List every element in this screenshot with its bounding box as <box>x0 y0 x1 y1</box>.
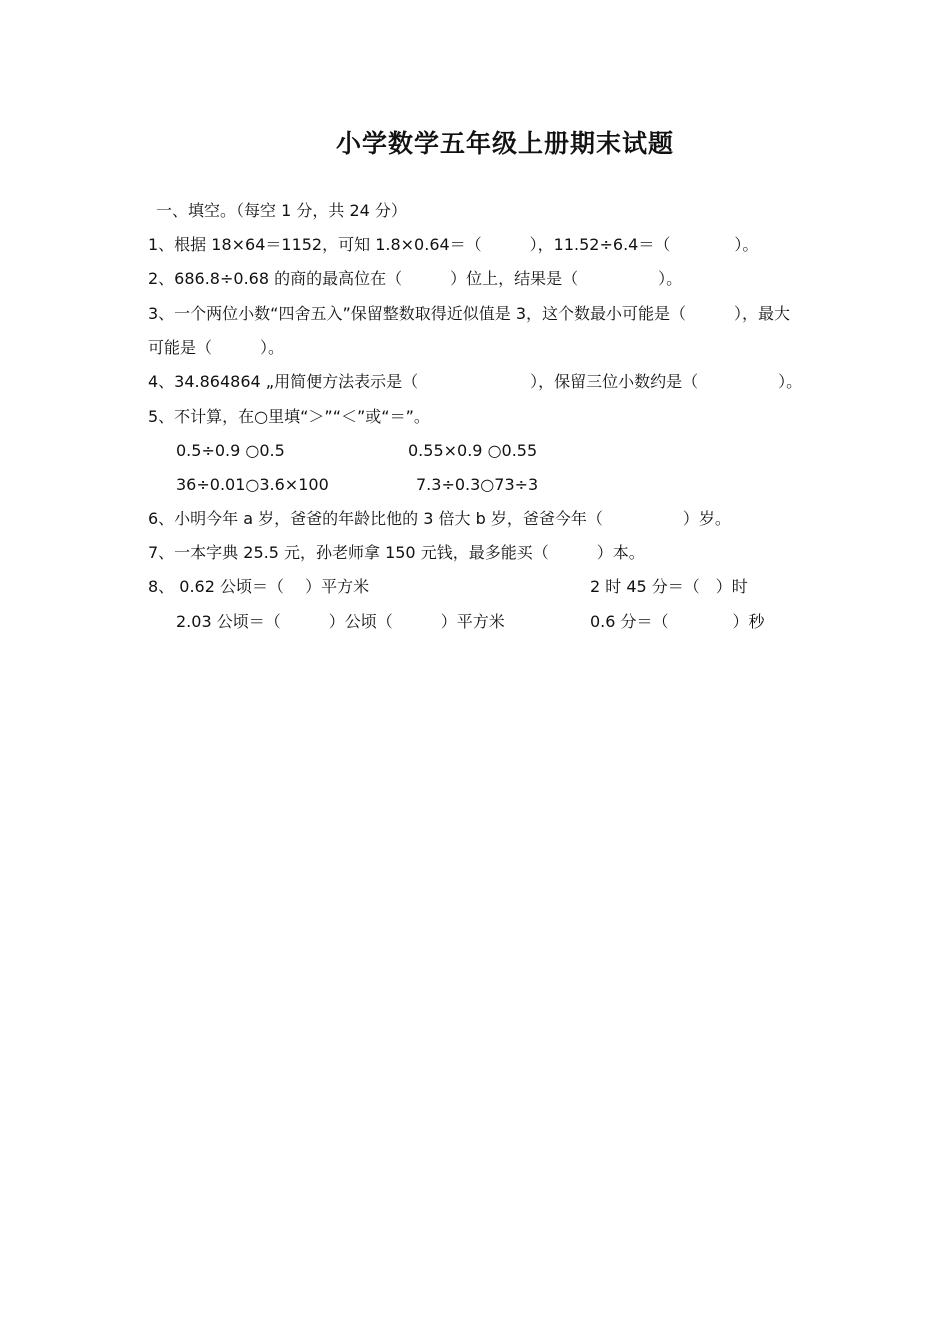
question-8-item: 0.6 分＝（ ）秒 <box>590 612 765 631</box>
comparison-item: 0.55×0.9 ○0.55 <box>408 441 538 460</box>
comparison-item: 7.3÷0.3○73÷3 <box>416 475 539 494</box>
question-4: 4、34.864864 „用简便方法表示是（ ），保留三位小数约是（ ）。 <box>148 372 803 391</box>
question-1: 1、根据 18×64＝1152，可知 1.8×0.64＝（ ），11.52÷6.4＝（ ）。 <box>148 235 759 254</box>
question-7: 7、一本字典 25.5 元，孙老师拿 150 元钱，最多能买（ ）本。 <box>148 543 645 562</box>
question-8-item: 2 时 45 分＝（ ）时 <box>590 577 748 596</box>
comparison-item: 0.5÷0.9 ○0.5 <box>176 441 285 460</box>
question-5: 5、不计算，在○里填“＞”“＜”或“＝”。 <box>148 407 430 426</box>
question-8-item: 8、 0.62 公顷＝（ ）平方米 <box>148 577 370 596</box>
question-6: 6、小明今年 a 岁，爸爸的年龄比他的 3 倍大 b 岁，爸爸今年（ ）岁。 <box>148 509 731 528</box>
question-8-item: 2.03 公顷＝（ ）公顷（ ）平方米 <box>176 612 505 631</box>
question-3-line-1: 3、一个两位小数“四舍五入”保留整数取得近似值是 3，这个数最小可能是（ ），最大 <box>148 304 791 323</box>
section-heading: 一、填空。（每空 1 分，共 24 分） <box>156 201 407 220</box>
question-3-line-2: 可能是（ ）。 <box>148 338 285 357</box>
question-2: 2、686.8÷0.68 的商的最高位在（ ）位上，结果是（ ）。 <box>148 269 683 288</box>
page-title: 小学数学五年级上册期末试题 <box>336 129 675 158</box>
comparison-item: 36÷0.01○3.6×100 <box>176 475 329 494</box>
